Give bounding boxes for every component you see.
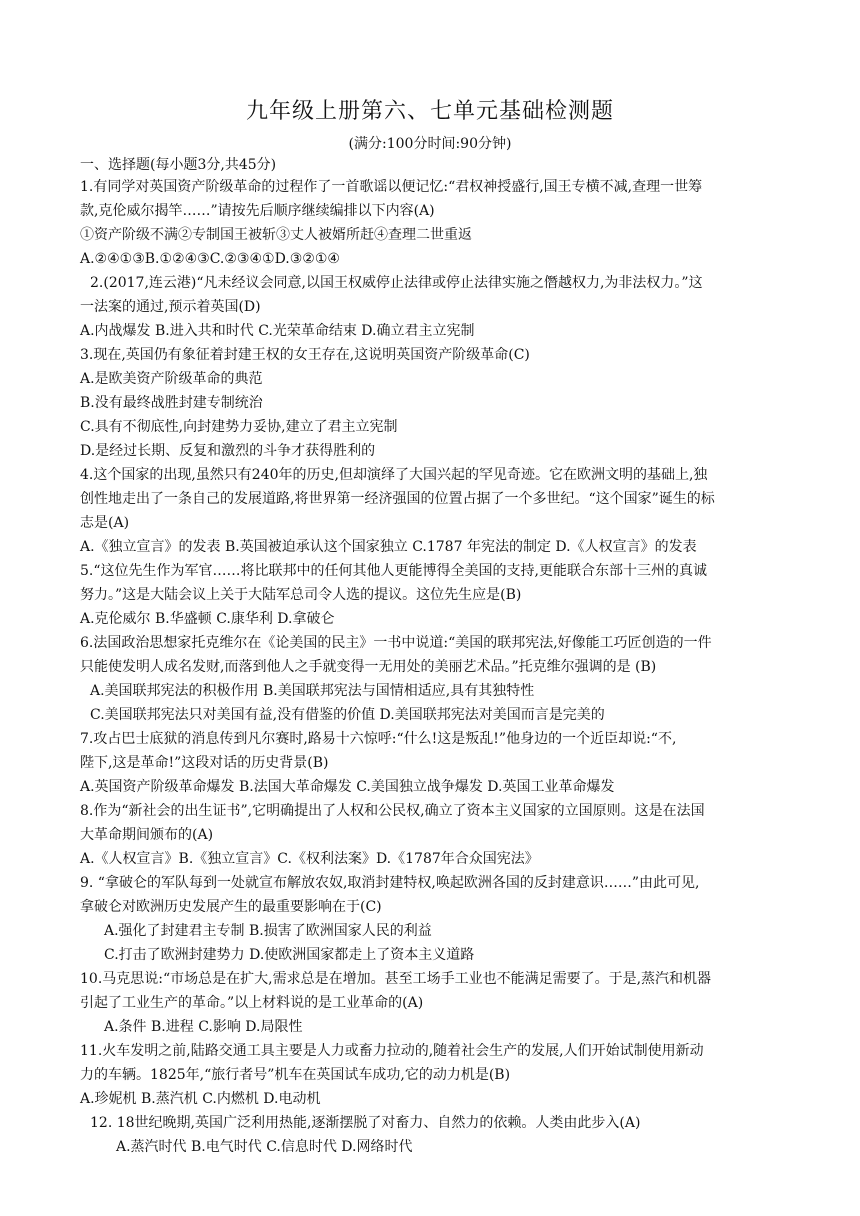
question-7-options: A.英国资产阶级革命爆发 B.法国大革命爆发 C.美国独立战争爆发 D.英国工业革命爆发: [80, 779, 615, 795]
question-3-option: B.没有最终战胜封建专制统治: [80, 395, 263, 411]
question-6-stem: 6.法国政治思想家托克维尔在《论美国的民主》一书中说道:“美国的联邦宪法,好像能工巧匠创造的一件: [80, 635, 712, 651]
question-8-stem: 8.作为“新社会的出生证书”,它明确提出了人权和公民权,确立了资本主义国家的立国原则。这是在法国: [80, 803, 705, 819]
question-3-option: C.具有不彻底性,向封建势力妥协,建立了君主立宪制: [80, 419, 398, 435]
page-title: 九年级上册第六、七单元基础检测题: [245, 99, 614, 124]
question-9-stem: 拿破仑对欧洲历史发展产生的最重要影响在于(C): [80, 899, 382, 915]
question-7-stem: 7.攻占巴士底狱的消息传到凡尔赛时,路易十六惊呼:“什么!这是叛乱!”他身边的一个近臣却说:“不,: [80, 731, 677, 747]
question-5-stem: 5.“这位先生作为军官……将比联邦中的任何其他人更能博得全美国的支持,更能联合东部十三州的真诚: [80, 563, 707, 579]
question-3-option: D.是经过长期、反复和激烈的斗争才获得胜利的: [80, 443, 376, 459]
question-8-options: A.《人权宣言》B.《独立宣言》C.《权利法案》D.《1787年合众国宪法》: [80, 851, 539, 867]
question-4-stem: 创性地走出了一条自己的发展道路,将世界第一经济强国的位置占据了一个多世纪。“这个国家”诞生的标: [80, 491, 715, 507]
question-5-stem: 努力。”这是大陆会议上关于大陆军总司令人选的提议。这位先生应是(B): [80, 587, 522, 603]
question-10-options: A.条件 B.进程 C.影响 D.局限性: [104, 1019, 303, 1035]
question-10-stem: 引起了工业生产的革命。”以上材料说的是工业革命的(A): [80, 995, 424, 1011]
section-heading: 一、选择题(每小题3分,共45分): [80, 157, 277, 173]
question-1-stem: 款,克伦威尔揭竿……”请按先后顺序继续编排以下内容(A): [80, 203, 435, 219]
question-10-stem: 10.马克思说:“市场总是在扩大,需求总是在增加。甚至工场手工业也不能满足需要了。于是,蒸汽和机器: [80, 971, 712, 987]
question-11-stem: 力的车辆。1825年,“旅行者号”机车在英国试车成功,它的动力机是(B): [80, 1067, 511, 1083]
question-2-stem: 一法案的通过,预示着英国(D): [80, 299, 261, 315]
question-5-options: A.克伦威尔 B.华盛顿 C.康华利 D.拿破仑: [80, 611, 335, 627]
question-12-options: A.蒸汽时代 B.电气时代 C.信息时代 D.网络时代: [116, 1139, 413, 1155]
page-subtitle: (满分:100分时间:90分钟): [348, 136, 512, 152]
question-1-stem: 1.有同学对英国资产阶级革命的过程作了一首歌谣以便记忆:“君权神授盛行,国王专横不减,查理一世筹: [80, 179, 703, 195]
question-6-options: A.美国联邦宪法的积极作用 B.美国联邦宪法与国情相适应,具有其独特性: [90, 683, 535, 699]
question-3-option: A.是欧美资产阶级革命的典范: [80, 371, 263, 387]
question-11-stem: 11.火车发明之前,陆路交通工具主要是人力或畜力拉动的,随着社会生产的发展,人们开始试制使用新动: [80, 1043, 704, 1059]
question-4-options: A.《独立宣言》的发表 B.英国被迫承认这个国家独立 C.1787 年宪法的制定 D.《人权宣言》的发表: [80, 539, 697, 555]
question-9-options: C.打击了欧洲封建势力 D.使欧洲国家都走上了资本主义道路: [104, 947, 475, 963]
question-9-stem: 9. “拿破仑的军队每到一处就宣布解放农奴,取消封建特权,唤起欧洲各国的反封建意识……”由此可见,: [80, 875, 700, 891]
question-8-stem: 大革命期间颁布的(A): [80, 827, 214, 843]
question-4-stem: 志是(A): [80, 515, 130, 531]
question-2-options: A.内战爆发 B.进入共和时代 C.光荣革命结束 D.确立君主立宪制: [80, 323, 475, 339]
question-6-stem: 只能使发明人成名发财,而落到他人之手就变得一无用处的美丽艺术品。”托克维尔强调的是 (B): [80, 659, 657, 675]
question-1-items: ①资产阶级不满②专制国王被斩③丈人被婿所赶④查理二世重返: [80, 227, 472, 243]
question-4-stem: 4.这个国家的出现,虽然只有240年的历史,但却演绎了大国兴起的罕见奇迹。它在欧洲文明的基础上,独: [80, 467, 708, 483]
question-3-stem: 3.现在,英国仍有象征着封建王权的女王存在,这说明英国资产阶级革命(C): [80, 347, 530, 363]
question-9-options: A.强化了封建君主专制 B.损害了欧洲国家人民的利益: [104, 923, 432, 939]
question-2-stem: 2.(2017,连云港)“凡未经议会同意,以国王权威停止法律或停止法律实施之僭越权力,为非法权力。”这: [90, 275, 703, 291]
question-1-options: A.②④①③B.①②④③C.②③④①D.③②①④: [80, 251, 340, 267]
question-12-stem: 12. 18世纪晚期,英国广泛利用热能,逐渐摆脱了对畜力、自然力的依赖。人类由此步入(A): [90, 1115, 641, 1131]
question-11-options: A.珍妮机 B.蒸汽机 C.内燃机 D.电动机: [80, 1091, 321, 1107]
question-7-stem: 陛下,这是革命!”这段对话的历史背景(B): [80, 755, 329, 771]
question-6-options: C.美国联邦宪法只对美国有益,没有借鉴的价值 D.美国联邦宪法对美国而言是完美的: [90, 707, 605, 723]
